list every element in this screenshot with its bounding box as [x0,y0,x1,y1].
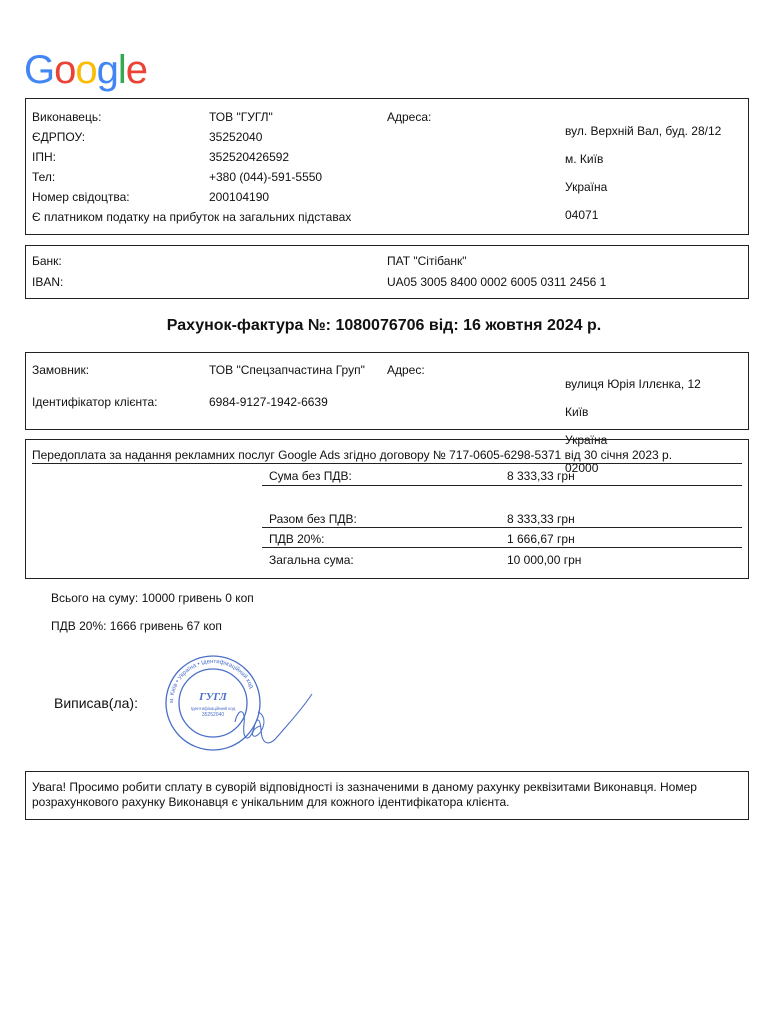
stamp-company-name: ГУГЛ [199,691,227,703]
payment-notice: Увага! Просимо робити сплату в суворій відповідності із зазначеними в даному рахунку реквізитами Виконавця. Номер розрахункового рахунку Виконавця є унікальним для кожного ідентифікатора клієнта. [32,780,697,809]
iban-label: IBAN: [32,275,64,289]
client-id-value: 6984-9127-1942-6639 [209,395,328,409]
logo-letter: l [117,48,126,92]
customer-label: Замовник: [32,363,90,377]
logo-letter: g [96,48,118,92]
sum-no-vat-value: 8 333,33 грн [507,469,575,483]
bank-label: Банк: [32,254,62,268]
google-logo [24,46,147,94]
stamp-outer-ring [166,656,260,750]
stamp-inner-ring [179,669,247,737]
iban-value: UA05 3005 8400 0002 6005 0311 2456 1 [387,275,607,289]
customer-address-label: Адрес: [387,363,425,377]
customer-address-line: вулиця Юрія Іллєнка, 12 [565,377,701,391]
vat-value: 1 666,67 грн [507,532,575,546]
logo-letter: o [54,48,76,92]
stamp-code: 35252040 [201,712,225,718]
logo-letter: G [24,48,55,92]
total-no-vat-value: 8 333,33 грн [507,512,575,526]
divider [262,527,742,528]
executor-value: ТОВ "ГУГЛ" [209,110,273,124]
supplier-address-line: 04071 [565,208,599,222]
vat-in-words: ПДВ 20%: 1666 гривень 67 коп [51,619,222,633]
customer-value: ТОВ "Спецзапчастина Груп" [209,363,365,377]
stamp-id-caption: Ідентифікаційний код [190,706,236,711]
divider [32,463,742,464]
logo-letter: o [75,48,97,92]
grand-total-value: 10 000,00 грн [507,553,582,567]
grand-total-label: Загальна сума: [269,553,354,567]
cert-value: 200104190 [209,190,270,204]
divider [262,485,742,486]
total-in-words: Всього на суму: 10000 гривень 0 коп [51,591,254,605]
sum-no-vat-label: Сума без ПДВ: [269,469,352,483]
client-id-label: Ідентифікатор клієнта: [32,395,158,409]
ipn-label: ІПН: [32,150,56,164]
customer-address-line: Україна [565,433,608,447]
invoice-title: Рахунок-фактура №: 1080076706 від: 16 жовтня 2024 р. [166,317,602,334]
customer-address-line: 02000 [565,461,599,475]
signed-by-label: Виписав(ла): [54,695,138,711]
supplier-address-line: вул. Верхній Вал, буд. 28/12 [565,124,722,138]
customer-address-line: Київ [565,405,589,419]
item-description: Передоплата за надання рекламних послуг Google Ads згідно договору № 717-0605-6298-5371 від 30 січня 2023 р. [32,448,673,462]
ipn-value: 352520426592 [209,150,290,164]
supplier-address-label: Адреса: [387,110,432,124]
tax-note: Є платником податку на прибуток на загальних підставах [32,210,352,224]
total-no-vat-label: Разом без ПДВ: [269,512,357,526]
divider [262,547,742,548]
supplier-address-line: м. Київ [565,152,604,166]
phone-value: +380 (044)-591-5550 [209,170,323,184]
supplier-address-line: Україна [565,180,608,194]
supplier-address [565,110,721,236]
executor-label: Виконавець: [32,110,102,124]
edrpou-label: ЄДРПОУ: [32,130,86,144]
phone-label: Тел: [32,170,56,184]
logo-letter: e [125,48,148,92]
vat-label: ПДВ 20%: [269,532,325,546]
bank-value: ПАТ "Сітібанк" [387,254,467,268]
edrpou-value: 35252040 [209,130,263,144]
stamp-ring-text: м. Київ • Україна • Ідентифікаційний код [168,658,255,704]
company-stamp [160,650,320,762]
cert-label: Номер свідоцтва: [32,190,130,204]
